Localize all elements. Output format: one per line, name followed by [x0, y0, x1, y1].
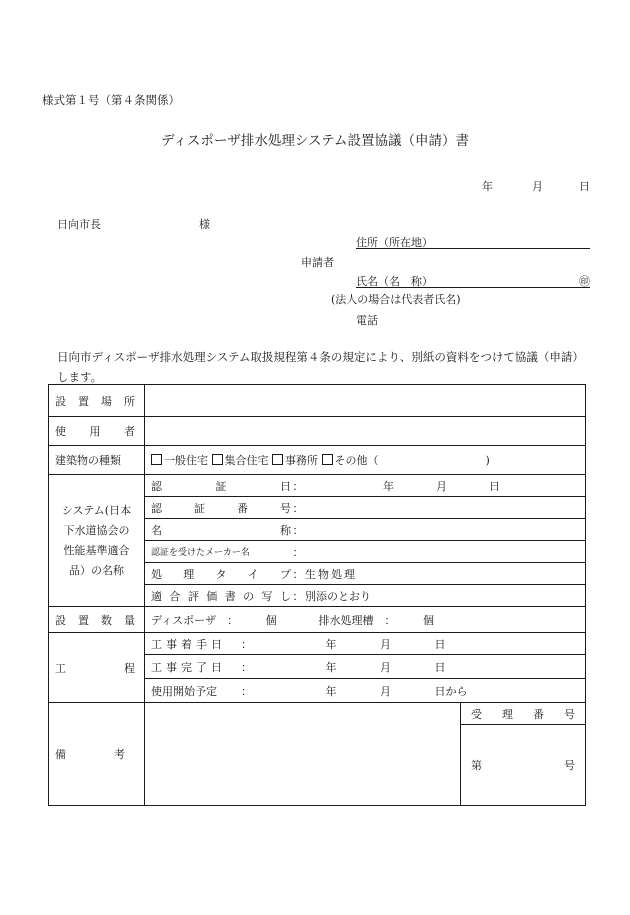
- corporate-note: (法人の場合は代表者氏名): [331, 293, 461, 306]
- evaluation-copy-value: 別添のとおり: [305, 589, 371, 603]
- cert-date-label: 認 証 日: [151, 479, 291, 493]
- quantity-label: 設 置 数 量: [55, 613, 135, 627]
- system-label: システム(日本 下水道協会の 性能基準適合 品）の名称: [49, 475, 145, 607]
- product-name-label: 名 称: [151, 523, 291, 537]
- name-field[interactable]: [356, 273, 590, 288]
- disposer-quantity: ディスポーザ ： 個: [151, 613, 277, 627]
- schedule-label: 工 程: [55, 661, 135, 675]
- cert-number-row[interactable]: 認 証 番 号 ：: [145, 497, 586, 519]
- maker-label: 認証を受けたメーカー名: [151, 548, 250, 558]
- building-type-options: [145, 446, 586, 475]
- schedule-use-row[interactable]: 使用開始予定 ： 年 月 日から: [145, 679, 586, 703]
- seal-mark: ㊞: [579, 275, 590, 288]
- use-start-label: 使用開始予定: [151, 684, 217, 698]
- evaluation-copy-label: 適 合 評 価 書 の 写 し: [151, 589, 291, 603]
- evaluation-copy-row: 適 合 評 価 書 の 写 し ： 別添のとおり: [145, 585, 586, 607]
- complete-label: 工事完了日: [151, 660, 226, 674]
- process-type-label: 処 理 タ イ プ: [151, 567, 291, 581]
- schedule-start-row[interactable]: 工事着手日 ： 年 月 日: [145, 633, 586, 655]
- receipt-label: 受 理 番 号: [471, 707, 575, 721]
- location-label-cell: [49, 385, 145, 417]
- user-label: 使 用 者: [55, 425, 135, 438]
- location-input[interactable]: [145, 385, 586, 417]
- name-label: 氏名（名 称）: [356, 275, 433, 288]
- product-name-row[interactable]: 名 称 ：: [145, 519, 586, 541]
- user-label-cell: [49, 417, 145, 446]
- schedule-complete-row[interactable]: 工事完了日 ： 年 月 日: [145, 655, 586, 679]
- remarks-label: 備 考: [55, 748, 125, 761]
- remarks-label-cell: [49, 703, 145, 806]
- intro-text: 日向市ディスポーザ排水処理システム取扱規程第４条の規定により、別紙の資料をつけて協議（申請）します。: [57, 350, 584, 384]
- cert-date-row[interactable]: 認 証 日 ： 年 月 日: [145, 475, 586, 497]
- option-other[interactable]: その他（: [322, 454, 379, 467]
- form-number: 様式第１号（第４条関係）: [42, 93, 180, 107]
- quantity-row[interactable]: [145, 607, 586, 633]
- receipt-number-cell[interactable]: [461, 725, 586, 806]
- checkbox-icon[interactable]: [151, 454, 162, 465]
- receipt-prefix: 第: [471, 759, 482, 772]
- document-title: ディスポーザ排水処理システム設置協議（申請）書: [160, 133, 470, 149]
- option-house[interactable]: 一般住宅: [151, 454, 208, 467]
- maker-row[interactable]: 認証を受けたメーカー名 ：: [145, 541, 586, 563]
- checkbox-icon[interactable]: [272, 454, 283, 465]
- address-label: 住所（所在地）: [356, 236, 433, 249]
- date-month-label: 月: [532, 180, 543, 193]
- option-other-close: ): [485, 454, 490, 467]
- option-office[interactable]: 事務所: [272, 454, 318, 467]
- quantity-label-cell: [49, 607, 145, 633]
- receipt-suffix: 号: [564, 759, 575, 772]
- start-label: 工事着手日: [151, 637, 226, 651]
- recipient-honorific: 様: [199, 218, 210, 231]
- location-label: 設 置 場 所: [55, 394, 135, 408]
- phone-label: 電話: [356, 314, 378, 327]
- date-year-label: 年: [482, 180, 493, 193]
- checkbox-icon[interactable]: [212, 454, 223, 465]
- recipient: 日向市長: [57, 218, 101, 231]
- process-type-value: 生物処理: [305, 567, 357, 581]
- tank-quantity: 排水処理槽 ： 個: [318, 613, 434, 627]
- process-type-row: 処 理 タ イ プ ： 生物処理: [145, 563, 586, 585]
- cert-number-label: 認 証 番 号: [151, 501, 291, 515]
- application-table: [48, 384, 586, 806]
- address-field[interactable]: [356, 234, 590, 249]
- applicant-label: 申請者: [301, 256, 334, 269]
- building-type-label: 建築物の種類: [49, 446, 145, 475]
- remarks-input[interactable]: [145, 703, 461, 806]
- receipt-label-cell: [461, 703, 586, 725]
- option-apartment[interactable]: 集合住宅: [212, 454, 269, 467]
- schedule-label-cell: [49, 633, 145, 703]
- checkbox-icon[interactable]: [322, 454, 333, 465]
- date-day-label: 日: [579, 180, 590, 193]
- user-input[interactable]: [145, 417, 586, 446]
